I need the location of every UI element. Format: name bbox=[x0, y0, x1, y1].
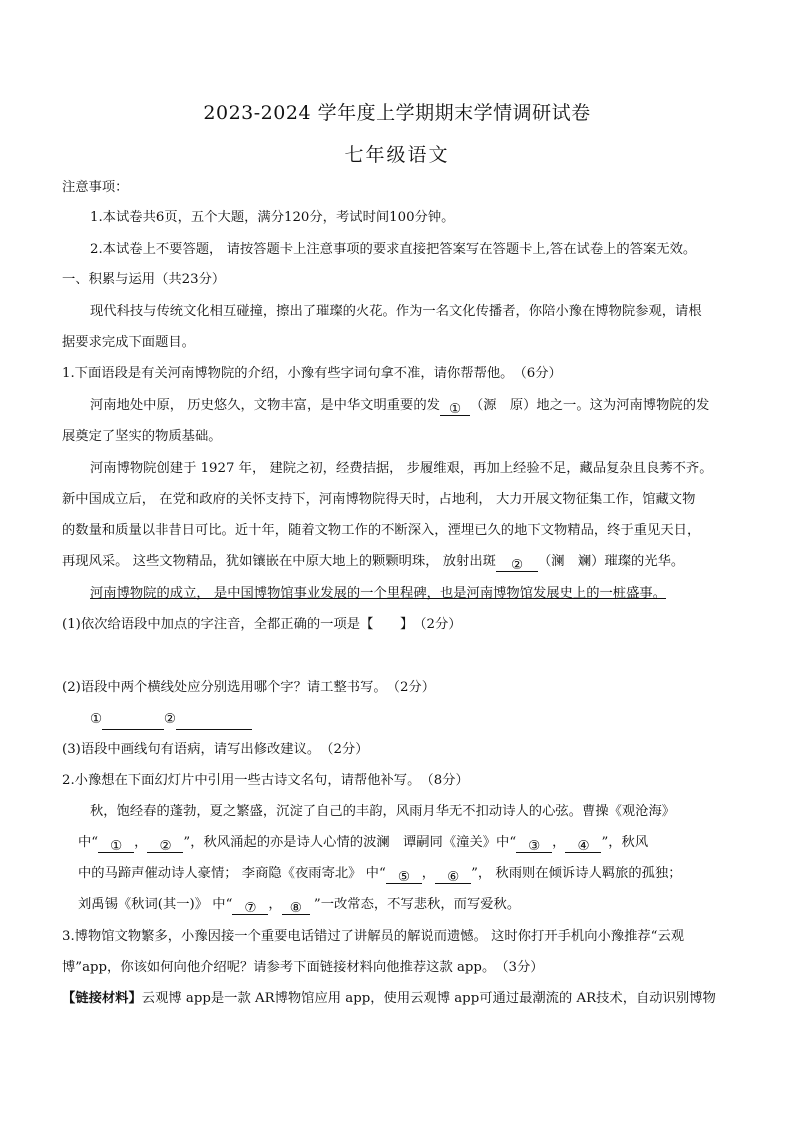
question-2-line-2 bbox=[78, 833, 738, 853]
question-1-stem: 1.下面语段是有关河南博物院的介绍，小豫有些字词句拿不准，请你帮帮他。 （6分） bbox=[62, 366, 562, 381]
question-2-line-1: 秋，饱经春的蓬勃，夏之繁盛，沉淀了自己的丰韵，风雨月华无不扣动诗人的心弦。曹操《观沧海》 bbox=[90, 804, 676, 819]
section-1-intro-line-2: 据要求完成下面题目。 bbox=[62, 335, 195, 350]
notes-heading: 注意事项： bbox=[62, 180, 129, 195]
answer-lines bbox=[90, 710, 738, 730]
question-1-sub-3: (3)语段中画线句有语病，请写出修改建议。 （2分） bbox=[62, 742, 369, 757]
answer-blank-1 bbox=[102, 714, 164, 730]
poem-blank-5: ⑤ bbox=[386, 868, 422, 884]
text-segment: （源 原）地之一。这为河南博物院的发 bbox=[469, 398, 710, 413]
question-1-sub-1: (1)依次给语段中加点的字注音，全都正确的一项是【 】 （2分） bbox=[62, 617, 462, 632]
poem-blank-1: ① bbox=[98, 837, 134, 853]
question-2-stem: 2.小豫想在下面幻灯片中引用一些古诗文名句，请帮他补写。 （8分） bbox=[62, 773, 469, 788]
text-segment: ”一改常态，不写悲秋，而写爱秋。 bbox=[309, 897, 521, 912]
text-segment: 河南地处中原， 历史悠久，文物丰富，是中华文明重要的发 bbox=[90, 398, 440, 413]
notes-item-2: 2.本试卷上不要答题， 请按答题卡上注意事项的要求直接把答案写在答题卡上,答在试卷上的答案无效。 bbox=[90, 242, 697, 257]
text-segment: 中“ bbox=[78, 835, 99, 850]
poem-blank-3: ③ bbox=[516, 837, 552, 853]
exam-title: 2023-2024 学年度上学期期末学情调研试卷 bbox=[203, 102, 591, 124]
material-text: 云观博 app是一款 AR博物馆应用 app，使用云观博 app可通过最潮流的 AR技术，自动识别博物 bbox=[141, 991, 716, 1006]
section-1-heading: 一、积累与运用（共23分） bbox=[62, 272, 226, 287]
question-1-paragraph-1-line-1 bbox=[90, 396, 738, 416]
fill-blank-1: ① bbox=[440, 400, 470, 416]
text-segment: ， bbox=[134, 835, 148, 850]
text-segment: ， bbox=[268, 897, 282, 912]
text-segment: （澜 斓）璀璨的光华。 bbox=[537, 554, 685, 569]
poem-blank-7: ⑦ bbox=[232, 899, 268, 915]
text-segment: 中的马蹄声催动诗人豪情； 李商隐《夜雨寄北》 中“ bbox=[78, 866, 386, 881]
poem-blank-8: ⑧ bbox=[282, 899, 310, 915]
text-segment: ”， 秋雨则在倾诉诗人羁旅的孤独； bbox=[471, 866, 682, 881]
section-1-intro-line-1: 现代科技与传统文化相互碰撞，擦出了璀璨的火花。作为一名文化传播者，你陪小豫在博物院参观，请根 bbox=[90, 304, 702, 319]
text-segment: 再现风采。 这些文物精品，犹如镶嵌在中原大地上的颗颗明珠， 放射出斑 bbox=[62, 554, 496, 569]
question-1-paragraph-2-line-4 bbox=[62, 552, 738, 572]
notes-item-1: 1.本试卷共6页，五个大题，满分120分，考试时间100分钟。 bbox=[90, 210, 455, 225]
text-segment: ”，秋风 bbox=[601, 835, 649, 850]
question-2-line-3 bbox=[78, 864, 738, 884]
question-3-material bbox=[62, 989, 738, 1009]
answer-label-2: ② bbox=[163, 712, 176, 727]
answer-label-1: ① bbox=[90, 712, 102, 727]
exam-subject: 七年级语文 bbox=[344, 144, 450, 166]
question-1-paragraph-2-line-1: 河南博物院创建于 1927 年， 建院之初，经费拮据， 步履维艰，再加上经验不足，藏品复杂且良莠不齐。 bbox=[90, 461, 713, 476]
poem-blank-2: ② bbox=[147, 837, 183, 853]
poem-blank-4: ④ bbox=[565, 837, 601, 853]
question-3-line-2: 博”app，你该如何向他介绍呢？请参考下面链接材料向他推荐这款 app。 （3分） bbox=[62, 960, 544, 975]
question-1-paragraph-2-line-3: 的数量和质量以非昔日可比。近十年，随着文物工作的不断深入，湮埋已久的地下文物精品，终于重见天日， bbox=[62, 523, 701, 538]
question-1-paragraph-2-line-2: 新中国成立后， 在党和政府的关怀支持下，河南博物院得天时，占地利， 大力开展文物征集工作，馆藏文物 bbox=[62, 492, 696, 507]
fill-blank-2: ② bbox=[496, 556, 538, 572]
question-2-line-4 bbox=[78, 895, 738, 915]
material-label: 【链接材料】 bbox=[62, 991, 142, 1006]
text-segment: ， bbox=[552, 835, 566, 850]
text-segment: ， bbox=[421, 866, 436, 881]
question-1-underlined-sentence: 河南博物院的成立， 是中国博物馆事业发展的一个里程碑，也是河南博物馆发展史上的一桩盛事。 bbox=[90, 586, 666, 601]
question-1-paragraph-1-line-2: 展奠定了坚实的物质基础。 bbox=[62, 429, 222, 444]
question-1-sub-2: (2)语段中两个横线处应分别选用哪个字？请工整书写。 （2分） bbox=[62, 680, 436, 695]
poem-blank-6: ⑥ bbox=[435, 868, 471, 884]
text-segment: 刘禹锡《秋词(其一)》 中“ bbox=[78, 897, 233, 912]
answer-blank-2 bbox=[176, 714, 252, 730]
question-3-line-1: 3.博物馆文物繁多，小豫因接一个重要电话错过了讲解员的解说而遗憾。 这时你打开手机向小豫推荐“云观 bbox=[62, 929, 685, 944]
text-segment: ”，秋风涌起的亦是诗人心情的波澜 谭嗣同《潼关》中“ bbox=[183, 835, 517, 850]
